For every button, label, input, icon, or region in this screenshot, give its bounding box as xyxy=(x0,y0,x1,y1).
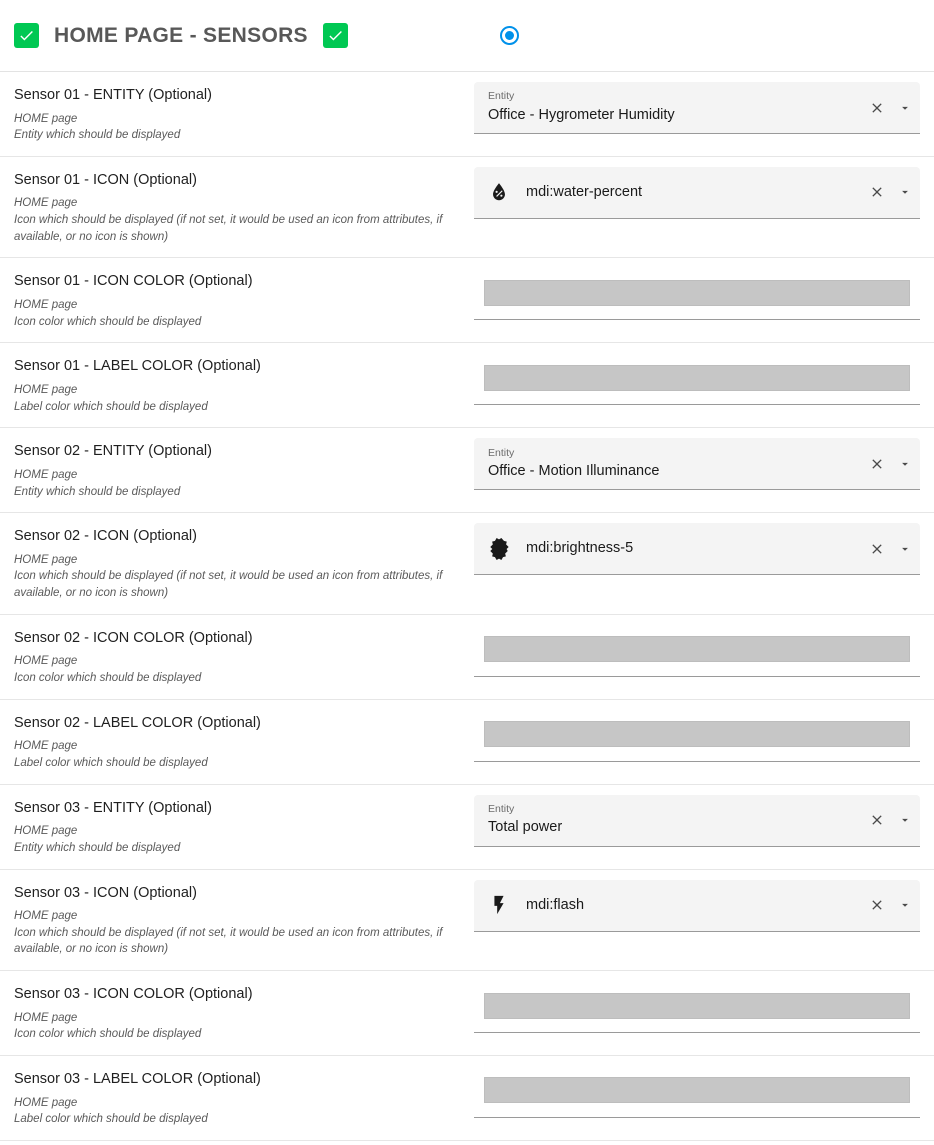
setting-row-control xyxy=(474,157,934,229)
setting-page-hint: HOME page xyxy=(14,383,78,396)
color-swatch[interactable] xyxy=(484,636,910,662)
radio-inner-icon xyxy=(505,31,514,40)
setting-row-control xyxy=(474,343,934,415)
setting-label: Sensor 01 - ICON (Optional) xyxy=(14,171,197,188)
color-input[interactable] xyxy=(474,625,920,677)
setting-label: Sensor 03 - ICON (Optional) xyxy=(14,884,197,901)
setting-label: Sensor 03 - LABEL COLOR (Optional) xyxy=(14,1070,261,1087)
setting-row xyxy=(0,1056,934,1141)
close-icon[interactable] xyxy=(868,455,886,473)
setting-page-hint: HOME page xyxy=(14,825,78,838)
water-percent-icon xyxy=(488,181,510,203)
setting-label: Sensor 01 - ENTITY (Optional) xyxy=(14,87,212,103)
entity-picker-text xyxy=(488,90,860,124)
close-icon[interactable] xyxy=(868,540,886,558)
setting-help-text: Icon color which should be displayed xyxy=(14,672,202,685)
setting-page-hint: HOME page xyxy=(14,553,78,566)
section-checkbox-right[interactable] xyxy=(323,23,348,48)
setting-row-description xyxy=(0,700,474,784)
color-input[interactable] xyxy=(474,1066,920,1118)
setting-row xyxy=(0,343,934,428)
entity-field-value: Office - Hygrometer Humidity xyxy=(488,106,675,123)
color-input[interactable] xyxy=(474,353,920,405)
setting-row-description xyxy=(0,615,474,699)
radio-outer-icon xyxy=(500,26,519,45)
setting-row-description xyxy=(0,258,474,342)
setting-help-text: Entity which should be displayed xyxy=(14,841,181,854)
setting-help-text: Icon which should be displayed (if not set, it would be used an icon from attributes, if available, or no icon is shown) xyxy=(14,926,443,956)
setting-page-hint: HOME page xyxy=(14,468,78,481)
page-title: HOME PAGE - SENSORS xyxy=(54,23,308,47)
entity-field-value: Total power xyxy=(488,819,563,836)
icon-picker-text xyxy=(488,538,860,560)
setting-label: Sensor 02 - ICON (Optional) xyxy=(14,528,197,545)
setting-help-text: Label color which should be displayed xyxy=(14,400,208,413)
entity-picker-actions xyxy=(860,811,914,829)
setting-row-control xyxy=(474,971,934,1043)
setting-page-hint: HOME page xyxy=(14,655,78,668)
setting-row-description xyxy=(0,428,474,512)
setting-row-description xyxy=(0,971,474,1055)
setting-row xyxy=(0,157,934,259)
setting-label: Sensor 03 - ENTITY (Optional) xyxy=(14,799,212,816)
entity-field-label: Entity xyxy=(488,802,515,815)
icon-picker-actions xyxy=(860,896,914,914)
setting-row-control xyxy=(474,1056,934,1128)
setting-row-description xyxy=(0,785,474,869)
close-icon[interactable] xyxy=(868,811,886,829)
brightness-5-icon xyxy=(488,538,510,560)
entity-picker[interactable] xyxy=(474,438,920,490)
setting-row-description xyxy=(0,513,474,614)
page-bottom-spacer xyxy=(0,1141,934,1145)
setting-page-hint: HOME page xyxy=(14,299,78,312)
setting-row-control xyxy=(474,615,934,687)
setting-row-description xyxy=(0,72,474,156)
setting-page-hint: HOME page xyxy=(14,1011,78,1024)
setting-row xyxy=(0,72,934,157)
setting-help-text: Label color which should be displayed xyxy=(14,756,208,769)
setting-help-text: Entity which should be displayed xyxy=(14,485,181,498)
setting-row xyxy=(0,870,934,972)
setting-row-description xyxy=(0,343,474,427)
close-icon[interactable] xyxy=(868,183,886,201)
setting-help-text: Icon color which should be displayed xyxy=(14,1028,202,1041)
icon-picker[interactable] xyxy=(474,167,920,219)
setting-row-description xyxy=(0,157,474,258)
icon-picker-actions xyxy=(860,183,914,201)
icon-picker-text xyxy=(488,894,860,916)
chevron-down-icon[interactable] xyxy=(896,99,914,117)
setting-help-text: Label color which should be displayed xyxy=(14,1113,208,1126)
section-radio[interactable] xyxy=(500,26,519,45)
setting-page-hint: HOME page xyxy=(14,1096,78,1109)
setting-row-description xyxy=(0,870,474,971)
setting-row xyxy=(0,258,934,343)
setting-row xyxy=(0,513,934,615)
entity-field-label: Entity xyxy=(488,446,515,459)
icon-picker-actions xyxy=(860,540,914,558)
color-swatch[interactable] xyxy=(484,280,910,306)
color-swatch[interactable] xyxy=(484,993,910,1019)
color-input[interactable] xyxy=(474,981,920,1033)
chevron-down-icon[interactable] xyxy=(896,540,914,558)
entity-field-value: Office - Motion Illuminance xyxy=(488,463,660,480)
setting-row-control xyxy=(474,258,934,330)
chevron-down-icon[interactable] xyxy=(896,896,914,914)
setting-help-text: Icon which should be displayed (if not set, it would be used an icon from attributes, if available, or no icon is shown) xyxy=(14,570,443,600)
setting-row-control xyxy=(474,785,934,857)
close-icon[interactable] xyxy=(868,99,886,117)
entity-picker-actions xyxy=(860,455,914,473)
color-swatch[interactable] xyxy=(484,721,910,747)
setting-row-control xyxy=(474,870,934,942)
setting-label: Sensor 02 - ENTITY (Optional) xyxy=(14,443,212,460)
icon-field-value: mdi:flash xyxy=(526,896,585,913)
color-input[interactable] xyxy=(474,268,920,320)
chevron-down-icon[interactable] xyxy=(896,811,914,829)
setting-row-control xyxy=(474,428,934,500)
setting-help-text: Icon which should be displayed (if not set, it would be used an icon from attributes, if available, or no icon is shown) xyxy=(14,214,443,243)
setting-label: Sensor 03 - ICON COLOR (Optional) xyxy=(14,986,253,1003)
entity-picker-text xyxy=(488,803,860,837)
settings-rows xyxy=(0,72,934,1141)
color-swatch[interactable] xyxy=(484,365,910,391)
icon-field-value: mdi:brightness-5 xyxy=(526,540,634,557)
color-swatch[interactable] xyxy=(484,1077,910,1103)
chevron-down-icon[interactable] xyxy=(896,183,914,201)
setting-page-hint: HOME page xyxy=(14,910,78,923)
setting-label: Sensor 01 - ICON COLOR (Optional) xyxy=(14,273,253,290)
entity-picker[interactable] xyxy=(474,82,920,134)
entity-picker[interactable] xyxy=(474,795,920,847)
entity-picker-text xyxy=(488,447,860,481)
icon-field-value: mdi:water-percent xyxy=(526,183,643,200)
setting-help-text: Icon color which should be displayed xyxy=(14,315,202,328)
setting-row xyxy=(0,971,934,1056)
setting-page-hint: HOME page xyxy=(14,197,78,210)
icon-picker-text xyxy=(488,181,860,203)
setting-row-description xyxy=(0,1056,474,1140)
setting-page-hint: HOME page xyxy=(14,112,78,125)
setting-page-hint: HOME page xyxy=(14,740,78,753)
setting-row-control xyxy=(474,513,934,585)
setting-label: Sensor 02 - LABEL COLOR (Optional) xyxy=(14,714,261,731)
icon-picker[interactable] xyxy=(474,523,920,575)
flash-icon xyxy=(488,894,510,916)
setting-row-control xyxy=(474,72,934,144)
close-icon[interactable] xyxy=(868,896,886,914)
setting-row-control xyxy=(474,700,934,772)
entity-field-label: Entity xyxy=(488,90,515,103)
chevron-down-icon[interactable] xyxy=(896,455,914,473)
setting-help-text: Entity which should be displayed xyxy=(14,129,181,142)
setting-row xyxy=(0,428,934,513)
setting-row xyxy=(0,615,934,700)
setting-row xyxy=(0,700,934,785)
page-header xyxy=(0,0,934,72)
setting-label: Sensor 01 - LABEL COLOR (Optional) xyxy=(14,358,261,375)
setting-label: Sensor 02 - ICON COLOR (Optional) xyxy=(14,629,253,646)
section-checkbox-left[interactable] xyxy=(14,23,39,48)
icon-picker[interactable] xyxy=(474,880,920,932)
setting-row xyxy=(0,785,934,870)
color-input[interactable] xyxy=(474,710,920,762)
entity-picker-actions xyxy=(860,99,914,117)
